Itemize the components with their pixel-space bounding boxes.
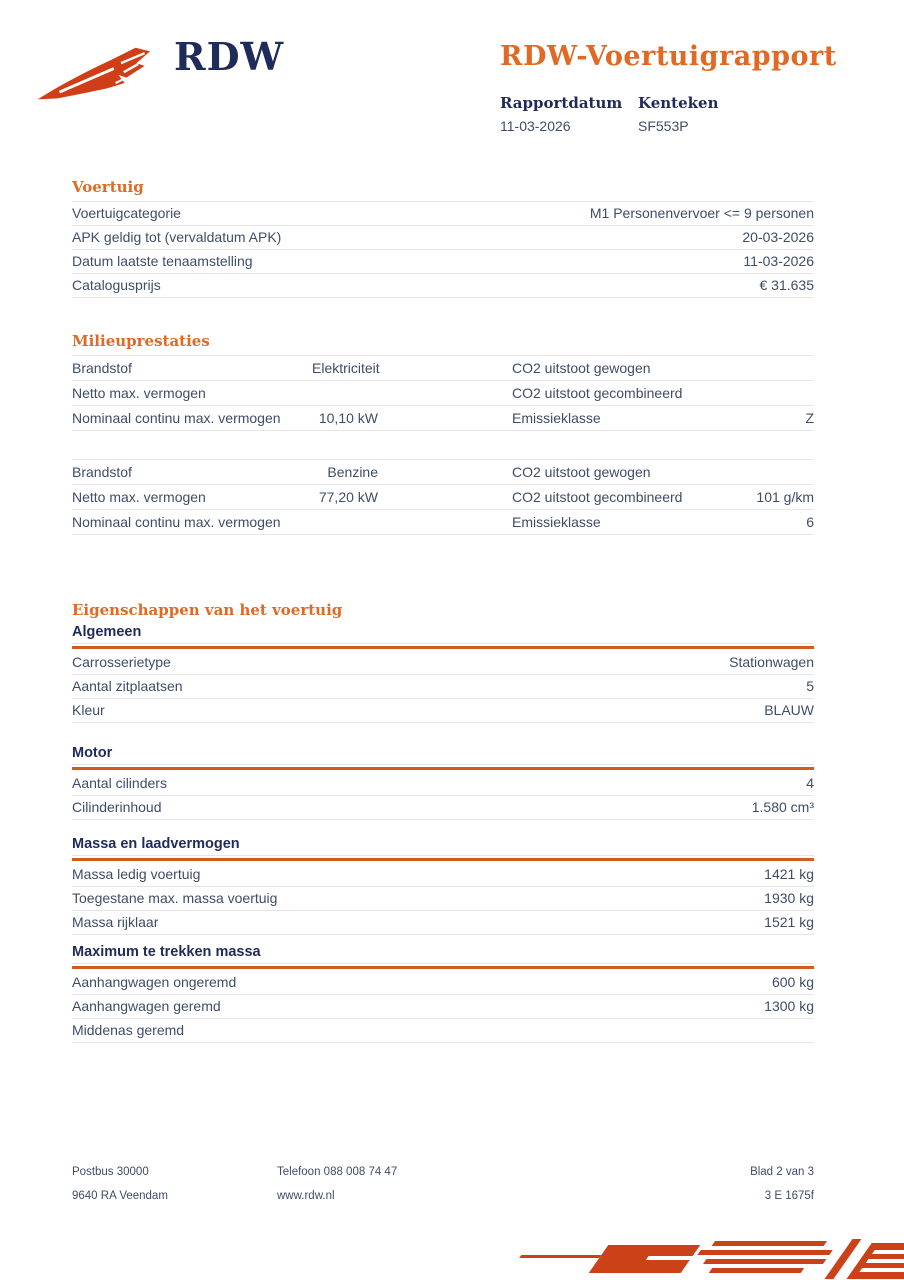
table-row xyxy=(72,699,814,723)
table-row xyxy=(72,651,814,675)
motor-table xyxy=(72,772,814,820)
row-label: Brandstof xyxy=(72,359,132,376)
section-eigenschappen-title: Eigenschappen van het voertuig xyxy=(72,601,343,619)
footer-page-indicator: Blad 2 van 3 xyxy=(750,1166,814,1178)
subsection-algemeen xyxy=(72,624,814,723)
row-label: CO2 uitstoot gecombineerd xyxy=(512,488,683,505)
milieu-table-elektriciteit xyxy=(72,355,814,431)
table-row xyxy=(72,460,814,485)
table-row xyxy=(72,995,814,1019)
row-value: 11-03-2026 xyxy=(743,253,814,269)
row-value: 10,10 kW xyxy=(318,409,378,426)
footer-line-1 xyxy=(72,1166,814,1178)
table-row xyxy=(72,250,814,274)
orange-rule xyxy=(72,966,814,969)
row-label: Aanhangwagen ongeremd xyxy=(72,974,237,990)
report-meta xyxy=(500,94,840,134)
page-title: RDW-Voertuigrapport xyxy=(500,41,837,72)
report-date-block xyxy=(500,94,638,134)
row-value: 600 kg xyxy=(771,974,814,990)
table-row xyxy=(72,911,814,935)
row-value: 20-03-2026 xyxy=(742,229,814,245)
report-date-label: Rapportdatum xyxy=(500,94,623,112)
row-label: Aanhangwagen geremd xyxy=(72,998,221,1014)
row-value: € 31.635 xyxy=(759,277,814,293)
subsection-massa-title: Massa en laadvermogen xyxy=(72,836,814,856)
row-label: Aantal cilinders xyxy=(72,775,167,791)
row-value: 6 xyxy=(806,513,814,530)
footer-city: 9640 RA Veendam xyxy=(72,1190,168,1202)
rdw-speed-stripes-graphic xyxy=(490,1234,904,1280)
row-label: Kleur xyxy=(72,702,105,718)
table-row xyxy=(72,971,814,995)
footer-postbus: Postbus 30000 xyxy=(72,1166,149,1178)
table-row xyxy=(72,274,814,298)
subsection-motor-title: Motor xyxy=(72,745,814,765)
milieu-table-benzine xyxy=(72,459,814,535)
row-label: Middenas geremd xyxy=(72,1022,185,1038)
row-label: CO2 uitstoot gecombineerd xyxy=(512,384,683,401)
section-milieuprestaties xyxy=(72,332,814,535)
row-value: 1.580 cm³ xyxy=(751,799,814,815)
massa-table xyxy=(72,863,814,935)
row-value: Stationwagen xyxy=(729,654,814,670)
row-value: Z xyxy=(805,409,814,426)
row-value: Benzine xyxy=(327,463,378,480)
footer-line-2 xyxy=(72,1190,814,1202)
row-label: CO2 uitstoot gewogen xyxy=(512,463,651,480)
footer-doc-code: 3 E 1675f xyxy=(764,1190,814,1202)
row-value: 4 xyxy=(806,775,814,791)
row-label: Emissieklasse xyxy=(512,409,601,426)
row-value: BLAUW xyxy=(764,702,814,718)
section-voertuig-title: Voertuig xyxy=(72,178,144,196)
report-content xyxy=(72,178,814,1043)
footer-phone: Telefoon 088 008 74 47 xyxy=(277,1166,398,1178)
license-plate-value: SF553P xyxy=(638,118,689,134)
row-label: Netto max. vermogen xyxy=(72,488,206,505)
section-eigenschappen xyxy=(72,601,814,1043)
table-row xyxy=(72,356,814,381)
row-label: Cilinderinhoud xyxy=(72,799,162,815)
report-date-value: 11-03-2026 xyxy=(500,118,571,134)
row-value: 1930 kg xyxy=(764,890,814,906)
rdw-feather-icon xyxy=(34,36,152,112)
row-value: 1521 kg xyxy=(764,914,814,930)
subsection-massa xyxy=(72,836,814,935)
row-label: Nominaal continu max. vermogen xyxy=(72,513,281,530)
row-label: Catalogusprijs xyxy=(72,277,161,293)
table-row xyxy=(72,1019,814,1043)
subsection-algemeen-title: Algemeen xyxy=(72,624,814,644)
voertuig-table xyxy=(72,201,814,298)
row-value: 77,20 kW xyxy=(318,488,378,505)
row-label: Massa rijklaar xyxy=(72,914,159,930)
row-label: Datum laatste tenaamstelling xyxy=(72,253,253,269)
table-row xyxy=(72,406,814,431)
rdw-wordmark: RDW xyxy=(174,34,285,79)
license-plate-block xyxy=(638,94,776,134)
row-label: Toegestane max. massa voertuig xyxy=(72,890,278,906)
row-value: 1300 kg xyxy=(764,998,814,1014)
orange-rule xyxy=(72,767,814,770)
trekken-table xyxy=(72,971,814,1043)
row-value: M1 Personenvervoer <= 9 personen xyxy=(589,205,814,221)
table-row xyxy=(72,796,814,820)
row-value: 101 g/km xyxy=(756,488,814,505)
page-footer xyxy=(72,1166,814,1214)
row-value: 5 xyxy=(806,678,814,694)
row-label: CO2 uitstoot gewogen xyxy=(512,359,651,376)
row-label: Voertuigcategorie xyxy=(72,205,181,221)
license-plate-label: Kenteken xyxy=(638,94,719,112)
table-row xyxy=(72,202,814,226)
row-value: 1421 kg xyxy=(764,866,814,882)
row-label: Massa ledig voertuig xyxy=(72,866,201,882)
table-row xyxy=(72,485,814,510)
table-row xyxy=(72,226,814,250)
table-row xyxy=(72,675,814,699)
orange-rule xyxy=(72,858,814,861)
title-block xyxy=(500,42,840,134)
row-label: Brandstof xyxy=(72,463,132,480)
orange-rule xyxy=(72,646,814,649)
algemeen-table xyxy=(72,651,814,723)
row-label: Carrosserietype xyxy=(72,654,171,670)
section-milieu-title: Milieuprestaties xyxy=(72,332,210,350)
footer-website: www.rdw.nl xyxy=(277,1190,335,1202)
subsection-motor xyxy=(72,745,814,820)
rdw-logo xyxy=(34,36,284,112)
table-row xyxy=(72,510,814,535)
section-voertuig xyxy=(72,178,814,298)
table-row xyxy=(72,887,814,911)
subsection-trekken-title: Maximum te trekken massa xyxy=(72,944,814,964)
row-label: Aantal zitplaatsen xyxy=(72,678,183,694)
table-row xyxy=(72,772,814,796)
row-value: Elektriciteit xyxy=(312,359,380,376)
row-label: Nominaal continu max. vermogen xyxy=(72,409,281,426)
table-row xyxy=(72,381,814,406)
row-label: Netto max. vermogen xyxy=(72,384,206,401)
table-row xyxy=(72,863,814,887)
subsection-trekken-massa xyxy=(72,944,814,1043)
row-label: Emissieklasse xyxy=(512,513,601,530)
row-label: APK geldig tot (vervaldatum APK) xyxy=(72,229,282,245)
